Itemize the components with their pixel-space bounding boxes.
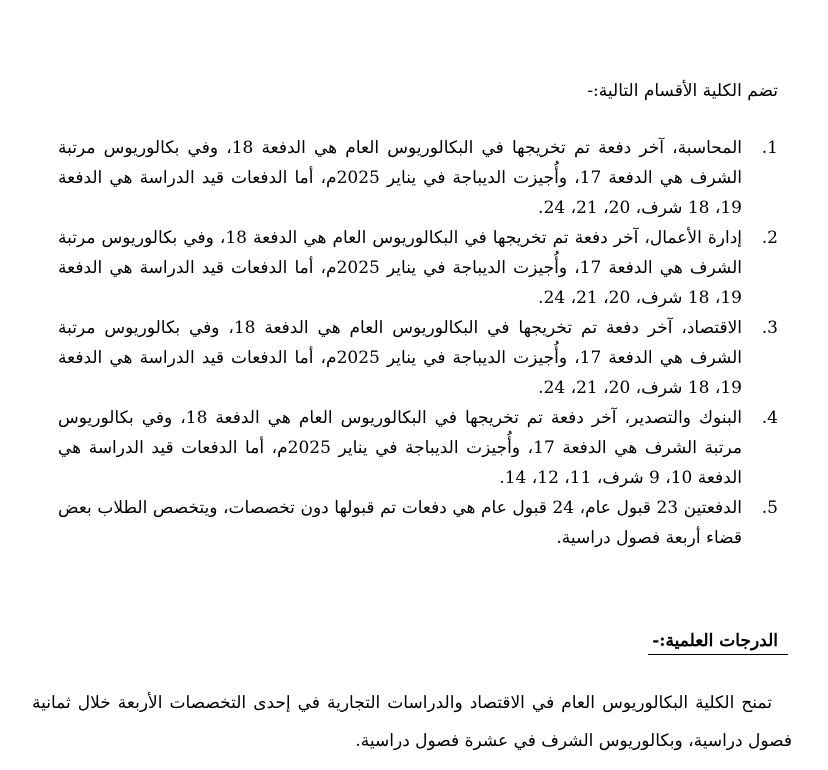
list-item-text: الدفعتين 23 قبول عام، 24 قبول عام هي دفعات تم قبولها دون تخصصات، ويتخصص الطلاب بعض قضاء أربعة فصول دراسية. — [58, 498, 742, 548]
list-item — [58, 223, 778, 313]
list-item-text: المحاسبة، آخر دفعة تم تخريجها في البكالوريوس العام هي الدفعة 18، وفي بكالوريوس مرتبة الشرف هي الدفعة 17، وأُجيزت الديباجة في يناير 2025م، أما الدفعات قيد الدراسة هي الدفعة 19، 18 شرف، 20، 21، 24. — [58, 138, 743, 218]
intro-line: تضم الكلية الأقسام التالية:- — [587, 81, 778, 101]
list-item-number: 3. — [761, 318, 778, 338]
list-item — [58, 313, 778, 403]
list-item — [58, 133, 778, 223]
list-item-text: إدارة الأعمال، آخر دفعة تم تخريجها في البكالوريوس العام هي الدفعة 18، وفي بكالوريوس مرتبة الشرف هي الدفعة 17، وأُجيزت الديباجة في يناير 2025م، أما الدفعات قيد الدراسة هي الدفعة 19، 18 شرف، 20، 21، 24. — [58, 228, 743, 308]
list-item-text: البنوك والتصدير، آخر دفعة تم تخريجها في البكالوريوس العام هي الدفعة 18، وفي بكالوريوس مرتبة الشرف هي الدفعة 17، وأُجيزت الديباجة في يناير 2025م، أما الدفعات قيد الدراسة هي الدفعة 10، 9 شرف، 11، 12، 14. — [58, 408, 742, 488]
list-item-number: 5. — [761, 498, 778, 518]
list-item — [58, 403, 778, 493]
section-heading: الدرجات العلمية:- — [648, 628, 788, 655]
list-item-number: 1. — [761, 138, 778, 158]
list-item-number: 2. — [761, 228, 778, 248]
degrees-paragraph: تمنح الكلية البكالوريوس العام في الاقتصاد والدراسات التجارية في إحدى التخصصات الأربعة خلال ثمانية فصول دراسية، وبكالوريوس الشرف في عشرة فصول دراسية. — [32, 693, 792, 751]
list-item — [58, 493, 778, 553]
list-item-text: الاقتصاد، آخر دفعة تم تخريجها في البكالوريوس العام هي الدفعة 18، وفي بكالوريوس مرتبة الشرف هي الدفعة 17، وأُجيزت الديباجة في يناير 2025م، أما الدفعات قيد الدراسة هي الدفعة 19، 18 شرف، 20، 21، 24. — [58, 318, 743, 398]
departments-list — [58, 133, 778, 553]
list-item-number: 4. — [761, 408, 778, 428]
